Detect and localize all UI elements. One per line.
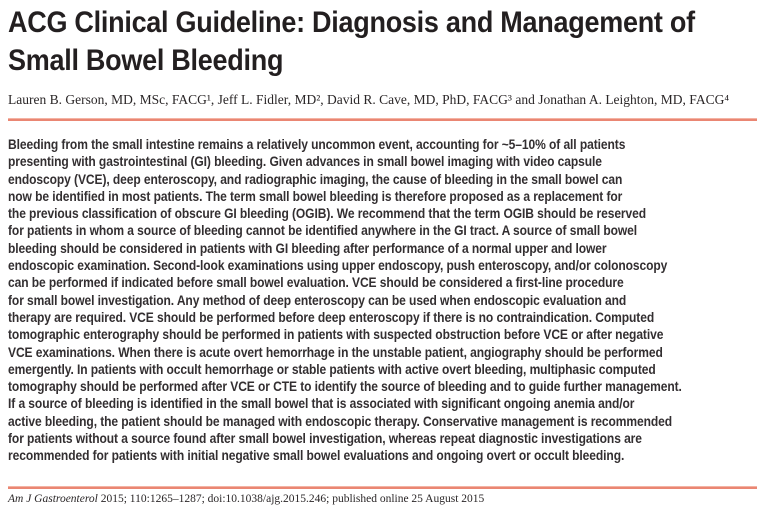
title-line-1: ACG Clinical Guideline: Diagnosis and Management of (8, 6, 695, 39)
abstract-line: endoscopic examination. Second-look examinations using upper endoscopy, push enteroscopy, and/or colonoscopy (8, 257, 668, 274)
abstract-line: VCE examinations. When there is acute overt hemorrhage in the unstable patient, angiography should be performed (8, 343, 663, 360)
abstract-line: therapy are required. VCE should be performed before deep enteroscopy if there is no contraindication. Computed (8, 308, 655, 325)
citation-details: 2015; 110:1265–1287; doi:10.1038/ajg.2015.246; published online 25 August 2015 (97, 493, 485, 505)
abstract-line: presenting with gastrointestinal (GI) bleeding. Given advances in small bowel imaging with video capsule (8, 153, 602, 170)
abstract-text (8, 136, 767, 465)
journal-name: Am J Gastroenterol (8, 493, 98, 505)
abstract-line: emergently. In patients with occult hemorrhage or stable patients with active overt bleeding, multiphasic computed (8, 360, 656, 377)
abstract-line: endoscopy (VCE), deep enteroscopy, and radiographic imaging, the cause of bleeding in the small bowel can (8, 170, 623, 187)
abstract-line: Bleeding from the small intestine remains a relatively uncommon event, accounting for ~5–10% of all patients (8, 136, 626, 152)
abstract-line: recommended for patients with initial negative small bowel evaluations and ongoing overt or occult bleeding. (8, 447, 625, 464)
abstract-line: bleeding should be considered in patients with GI bleeding after performance of a normal upper and lower (8, 239, 607, 256)
citation-line (8, 493, 763, 505)
abstract-line: the previous classification of obscure GI bleeding (OGIB). We recommend that the term OGIB should be reserved (8, 205, 647, 222)
abstract-line: tomographic enterography should be performed in patients with suspected obstruction before VCE or after negative (8, 326, 664, 343)
abstract-line: now be identified in most patients. The term small bowel bleeding is therefore proposed as a replacement for (8, 187, 623, 204)
abstract-line: can be performed if indicated before small bowel evaluation. VCE should be considered a first-line procedure (8, 274, 624, 291)
abstract-line: for patients in whom a source of bleeding cannot be identified anywhere in the GI tract. A source of small bowel (8, 222, 638, 239)
abstract-line: for small bowel investigation. Any method of deep enteroscopy can be used when endoscopic evaluation and (8, 291, 627, 308)
section-rule-bottom (8, 486, 757, 489)
abstract-line: If a source of bleeding is identified in the small bowel that is associated with significant ongoing anemia and/or (8, 395, 635, 412)
authors-line: Lauren B. Gerson, MD, MSc, FACG¹, Jeff L. Fidler, MD², David R. Cave, MD, PhD, FACG³ and Jonathan A. Leighton, MD, FACG⁴ (8, 92, 730, 107)
page-title (8, 4, 767, 80)
abstract-line: tomography should be performed after VCE or CTE to identify the source of bleeding and to guide further management. (8, 378, 682, 395)
abstract-line: for patients without a source found after small bowel investigation, whereas repeat diagnostic investigations are (8, 430, 642, 447)
section-rule-top (8, 118, 757, 121)
title-line-2: Small Bowel Bleeding (8, 44, 284, 77)
abstract-line: active bleeding, the patient should be managed with endoscopic therapy. Conservative management is recommended (8, 412, 673, 429)
